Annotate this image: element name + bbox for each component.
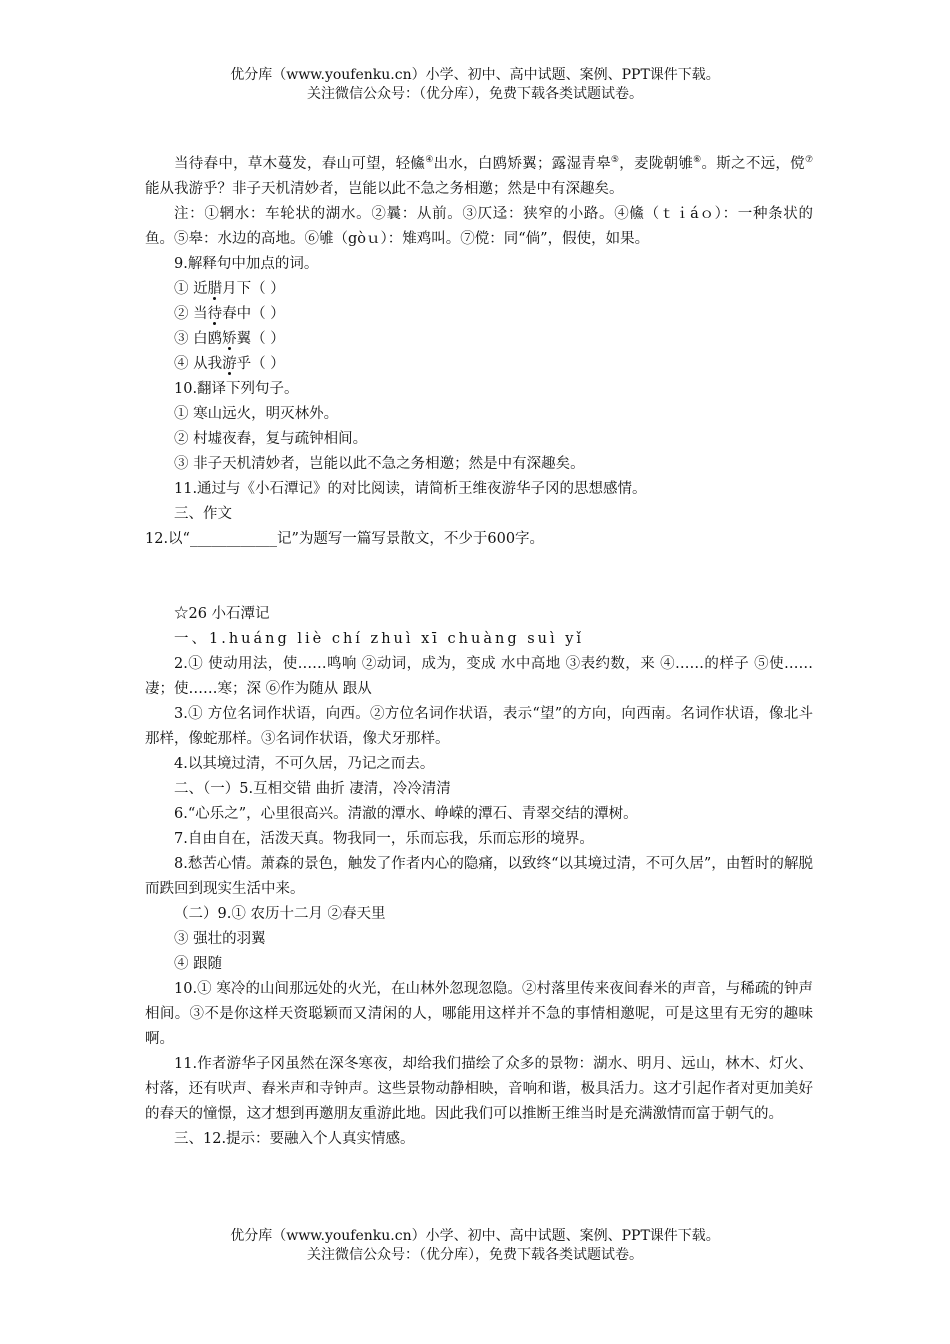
question-9-item: ① 近腊月下（ ） [174,281,285,297]
answer-2: 2.① 使动用法，使……鸣响 ②动词，成为，变成 水中高地 ③表约数，来 ④……的样子 ⑤使……凄；使……寒；深 ⑥作为随从 跟从 [145,656,813,697]
answer-8: 8.愁苦心情。萧森的景色，触发了作者内心的隐痛，以致终“以其境过清，不可久居”，由暂时的解脱而跌回到现实生活中来。 [145,856,813,897]
question-11: 11.通过与《小石潭记》的对比阅读，请简析王维夜游华子冈的思想感情。 [174,481,647,497]
answer-9: （二）9.① 农历十二月 ②春天里 [174,906,386,922]
footer-line-1: 优分库（www.youfenku.cn）小学、初中、高中试题、案例、PPT课件下载。 [230,1228,720,1244]
answer-7: 7.自由自在，活泼天真。物我同一，乐而忘我，乐而忘形的境界。 [174,831,594,847]
answer-10: 10.① 寒冷的山间那远处的火光，在山林外忽现忽隐。②村落里传来夜间舂米的声音，与稀疏的钟声相间。③不是你这样天资聪颖而又清闲的人，哪能用这样并不急的事情相邀呢，可是这里有无穷的趣味啊。 [145,981,813,1047]
page-footer [0,1227,950,1265]
answer-9c: ④ 跟随 [174,956,223,972]
question-10-item: ② 村墟夜舂，复与疏钟相间。 [174,431,368,447]
answer-5: 二、（一）5.互相交错 曲折 凄清，冷冷清清 [174,781,451,797]
answer-11: 11.作者游华子冈虽然在深冬寒夜，却给我们描绘了众多的景物：湖水、明月、远山，林木、灯火、村落，还有吠声、舂米声和寺钟声。这些景物动静相映，音响和谐，极具活力。这才引起作者对更加美好的春天的憧憬，这才想到再邀朋友重游此地。因此我们可以推断王维当时是充满激情而富于朝气的。 [145,1056,813,1122]
question-12: 12.以“____________记”为题写一篇写景散文，不少于600字。 [145,531,545,547]
passage-paragraph: 当待春中，草木蔓发，春山可望，轻鯈④出水，白鸥矫翼；露湿青皋⑤，麦陇朝雊⑥。斯之不远，傥⑦能从我游乎？非子天机清妙者，岂能以此不急之务相邀；然是中有深趣矣。 [145,155,814,197]
question-9-item: ④ 从我游乎（ ） [174,356,285,372]
question-10: 10.翻译下列句子。 [174,381,299,397]
header-line-1: 优分库（www.youfenku.cn）小学、初中、高中试题、案例、PPT课件下载。 [230,67,720,83]
section-heading-composition: 三、作文 [174,506,232,522]
answer-3: 3.① 方位名词作状语，向西。②方位名词作状语，表示“望”的方向，向西南。名词作状语，像北斗那样，像蛇那样。③名词作状语，像犬牙那样。 [145,706,813,747]
document-body [145,152,813,1152]
question-9: 9.解释句中加点的词。 [174,256,319,272]
footer-line-2: 关注微信公众号：（优分库），免费下载各类试题试卷。 [307,1247,643,1263]
header-line-2: 关注微信公众号：（优分库），免费下载各类试题试卷。 [307,86,643,102]
answer-12: 三、12.提示：要融入个人真实情感。 [174,1131,415,1147]
answer-4: 4.以其境过清，不可久居，乃记之而去。 [174,756,435,772]
spacer [145,552,813,602]
passage-notes: 注：①辋水：车轮状的湖水。②曩：从前。③仄迳：狭窄的小路。④鯈（ｔｉáｏ）：一种条状的鱼。⑤皋：水边的高地。⑥雊（gòｕ）：雉鸡叫。⑦傥：同“倘”，假使，如果。 [145,206,813,247]
question-10-item: ① 寒山远火，明灭林外。 [174,406,339,422]
answer-6: 6.“心乐之”，心里很高兴。清澈的潭水、峥嵘的潭石、青翠交结的潭树。 [174,806,638,822]
answer-1: 一、1.huáng liè chí zhuì xī chuàng suì yǐ [174,631,585,647]
question-9-item: ② 当待春中（ ） [174,306,285,322]
page-header [0,66,950,104]
question-10-item: ③ 非子天机清妙者，岂能以此不急之务相邀；然是中有深趣矣。 [174,456,585,472]
answer-9b: ③ 强壮的羽翼 [174,931,266,947]
question-9-item: ③ 白鸥矫翼（ ） [174,331,285,347]
answers-title: ☆26 小石潭记 [174,606,270,622]
